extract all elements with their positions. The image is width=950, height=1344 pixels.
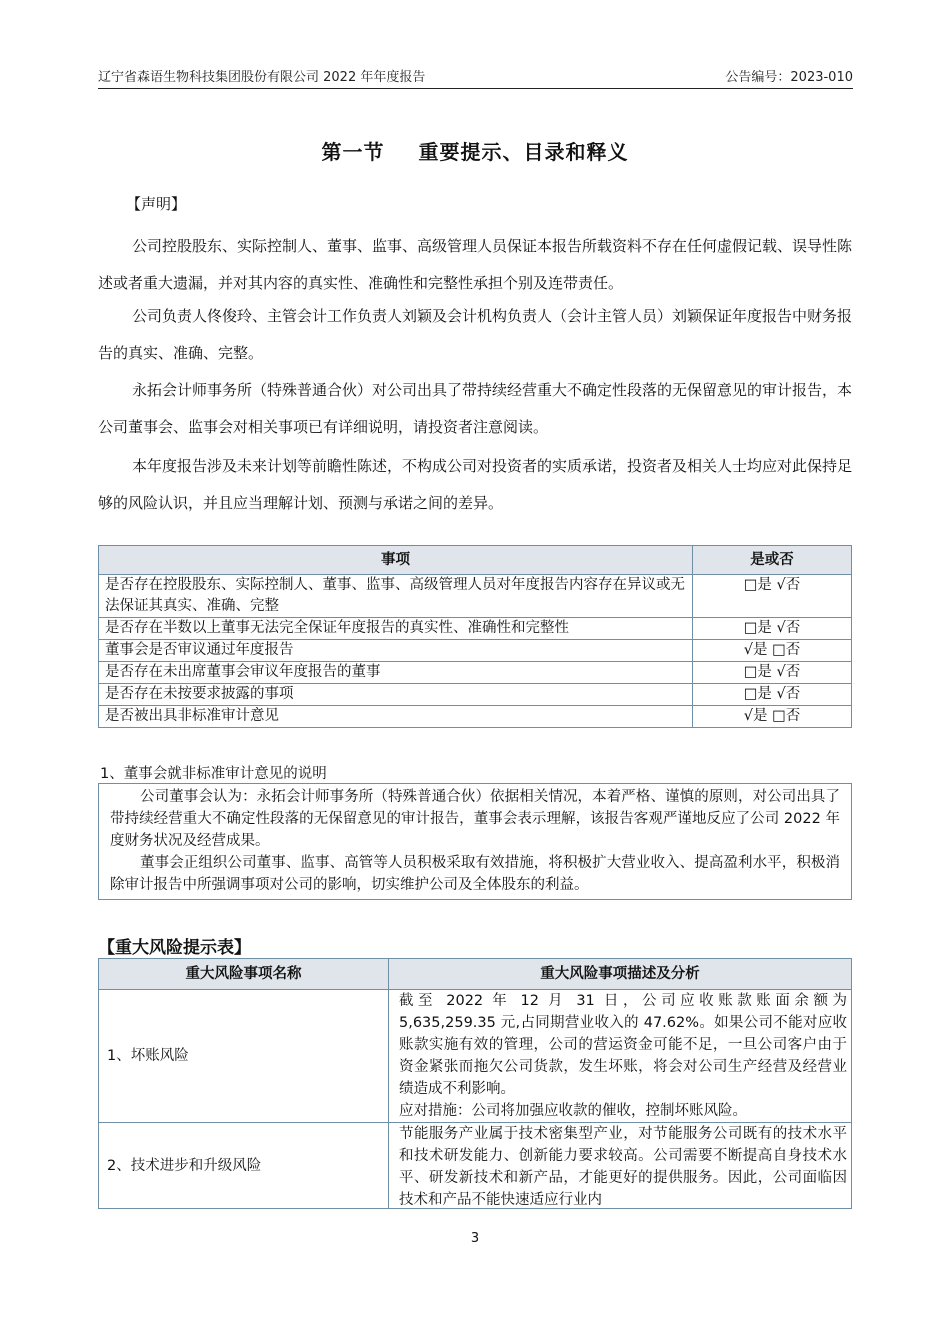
table-row bbox=[99, 1123, 852, 1209]
matters-header-answer: 是或否 bbox=[693, 546, 852, 575]
matter-item: 董事会是否审议通过年度报告 bbox=[99, 640, 693, 662]
risk-analysis: 节能服务产业属于技术密集型产业，对节能服务公司既有的技术水平和技术研发能力、创新能力要求较高。公司需要不断提高自身技术水平、研发新技术和新产品，才能更好的提供服务。因此，公司面临因技术和产品不能快速适应行业内 bbox=[399, 1126, 847, 1208]
section-number: 第一节 bbox=[321, 140, 385, 164]
matter-answer: □是 √否 bbox=[693, 575, 852, 618]
matter-answer: √是 □否 bbox=[693, 640, 852, 662]
matter-answer: √是 □否 bbox=[693, 706, 852, 728]
matters-table-header bbox=[99, 546, 852, 575]
table-row bbox=[99, 662, 852, 684]
risk-name: 1、坏账风险 bbox=[99, 990, 389, 1123]
matter-answer: □是 √否 bbox=[693, 684, 852, 706]
paragraph-responsible-persons: 公司负责人佟俊玲、主管会计工作负责人刘颖及会计机构负责人（会计主管人员）刘颖保证年度报告中财务报告的真实、准确、完整。 bbox=[98, 307, 853, 362]
note-paragraph: 公司董事会认为：永拓会计师事务所（特殊普通合伙）依据相关情况，本着严格、谨慎的原则，对公司出具了带持续经营重大不确定性段落的无保留意见的审计报告，董事会表示理解，该报告客观严谨地反应了公司 2022 年度财务状况及经营成果。 bbox=[110, 789, 840, 849]
header-company-report: 辽宁省森语生物科技集团股份有限公司 2022 年年度报告 bbox=[98, 70, 426, 85]
risk-table-header bbox=[99, 959, 852, 990]
risk-name: 2、技术进步和升级风险 bbox=[99, 1123, 389, 1209]
matter-item: 是否存在未按要求披露的事项 bbox=[99, 684, 693, 706]
section-title bbox=[0, 136, 950, 165]
matter-item: 是否存在未出席董事会审议年度报告的董事 bbox=[99, 662, 693, 684]
paragraph-guarantee: 公司控股股东、实际控制人、董事、监事、高级管理人员保证本报告所载资料不存在任何虚假记载、误导性陈述或者重大遗漏，并对其内容的真实性、准确性和完整性承担个别及连带责任。 bbox=[98, 237, 853, 292]
section-name: 重要提示、目录和释义 bbox=[418, 140, 629, 164]
risk-description bbox=[389, 990, 852, 1123]
matters-table bbox=[98, 545, 852, 728]
paragraph-audit-opinion: 永拓会计师事务所（特殊普通合伙）对公司出具了带持续经营重大不确定性段落的无保留意见的审计报告，本公司董事会、监事会对相关事项已有详细说明，请投资者注意阅读。 bbox=[98, 381, 853, 436]
risk-description bbox=[389, 1123, 852, 1209]
table-row bbox=[99, 618, 852, 640]
matters-header-item: 事项 bbox=[99, 546, 693, 575]
matter-item: 是否被出具非标准审计意见 bbox=[99, 706, 693, 728]
note-paragraph: 董事会正组织公司董事、监事、高管等人员积极采取有效措施，将积极扩大营业收入、提高盈利水平，积极消除审计报告中所强调事项对公司的影响，切实维护公司及全体股东的利益。 bbox=[110, 855, 840, 893]
risk-header-description: 重大风险事项描述及分析 bbox=[389, 959, 852, 990]
table-row bbox=[99, 640, 852, 662]
risk-table bbox=[98, 958, 852, 1209]
non-standard-opinion-note bbox=[98, 783, 852, 900]
table-row bbox=[99, 706, 852, 728]
matter-item: 是否存在半数以上董事无法完全保证年度报告的真实性、准确性和完整性 bbox=[99, 618, 693, 640]
non-standard-opinion-note-label: 1、董事会就非标准审计意见的说明 bbox=[100, 766, 327, 782]
paragraph-forward-looking: 本年度报告涉及未来计划等前瞻性陈述，不构成公司对投资者的实质承诺，投资者及相关人士均应对此保持足够的风险认识，并且应当理解计划、预测与承诺之间的差异。 bbox=[98, 457, 853, 512]
matter-answer: □是 √否 bbox=[693, 618, 852, 640]
table-row bbox=[99, 575, 852, 618]
declaration-label: 【声明】 bbox=[126, 195, 187, 213]
table-row bbox=[99, 990, 852, 1123]
risk-analysis: 截至 2022 年 12 月 31 日，公司应收账款账面余额为 5,635,259.35 元,占同期营业收入的 47.62%。如果公司不能对应收账款实施有效的管理，公司的营运资金可能不足，一旦公司客户由于资金紧张而拖欠公司货款，发生坏账，将会对公司生产经营及经营业绩造成不利影响。 bbox=[399, 993, 847, 1097]
page-number: 3 bbox=[470, 1231, 480, 1246]
matter-item: 是否存在控股股东、实际控制人、董事、监事、高级管理人员对年度报告内容存在异议或无法保证其真实、准确、完整 bbox=[99, 575, 693, 618]
header-announcement-number: 公告编号：2023-010 bbox=[725, 70, 853, 85]
risk-table-title: 【重大风险提示表】 bbox=[98, 938, 251, 958]
table-row bbox=[99, 684, 852, 706]
risk-measure: 应对措施：公司将加强应收款的催收，控制坏账风险。 bbox=[399, 1103, 747, 1119]
page-header bbox=[98, 66, 853, 89]
matter-answer: □是 √否 bbox=[693, 662, 852, 684]
risk-header-name: 重大风险事项名称 bbox=[99, 959, 389, 990]
